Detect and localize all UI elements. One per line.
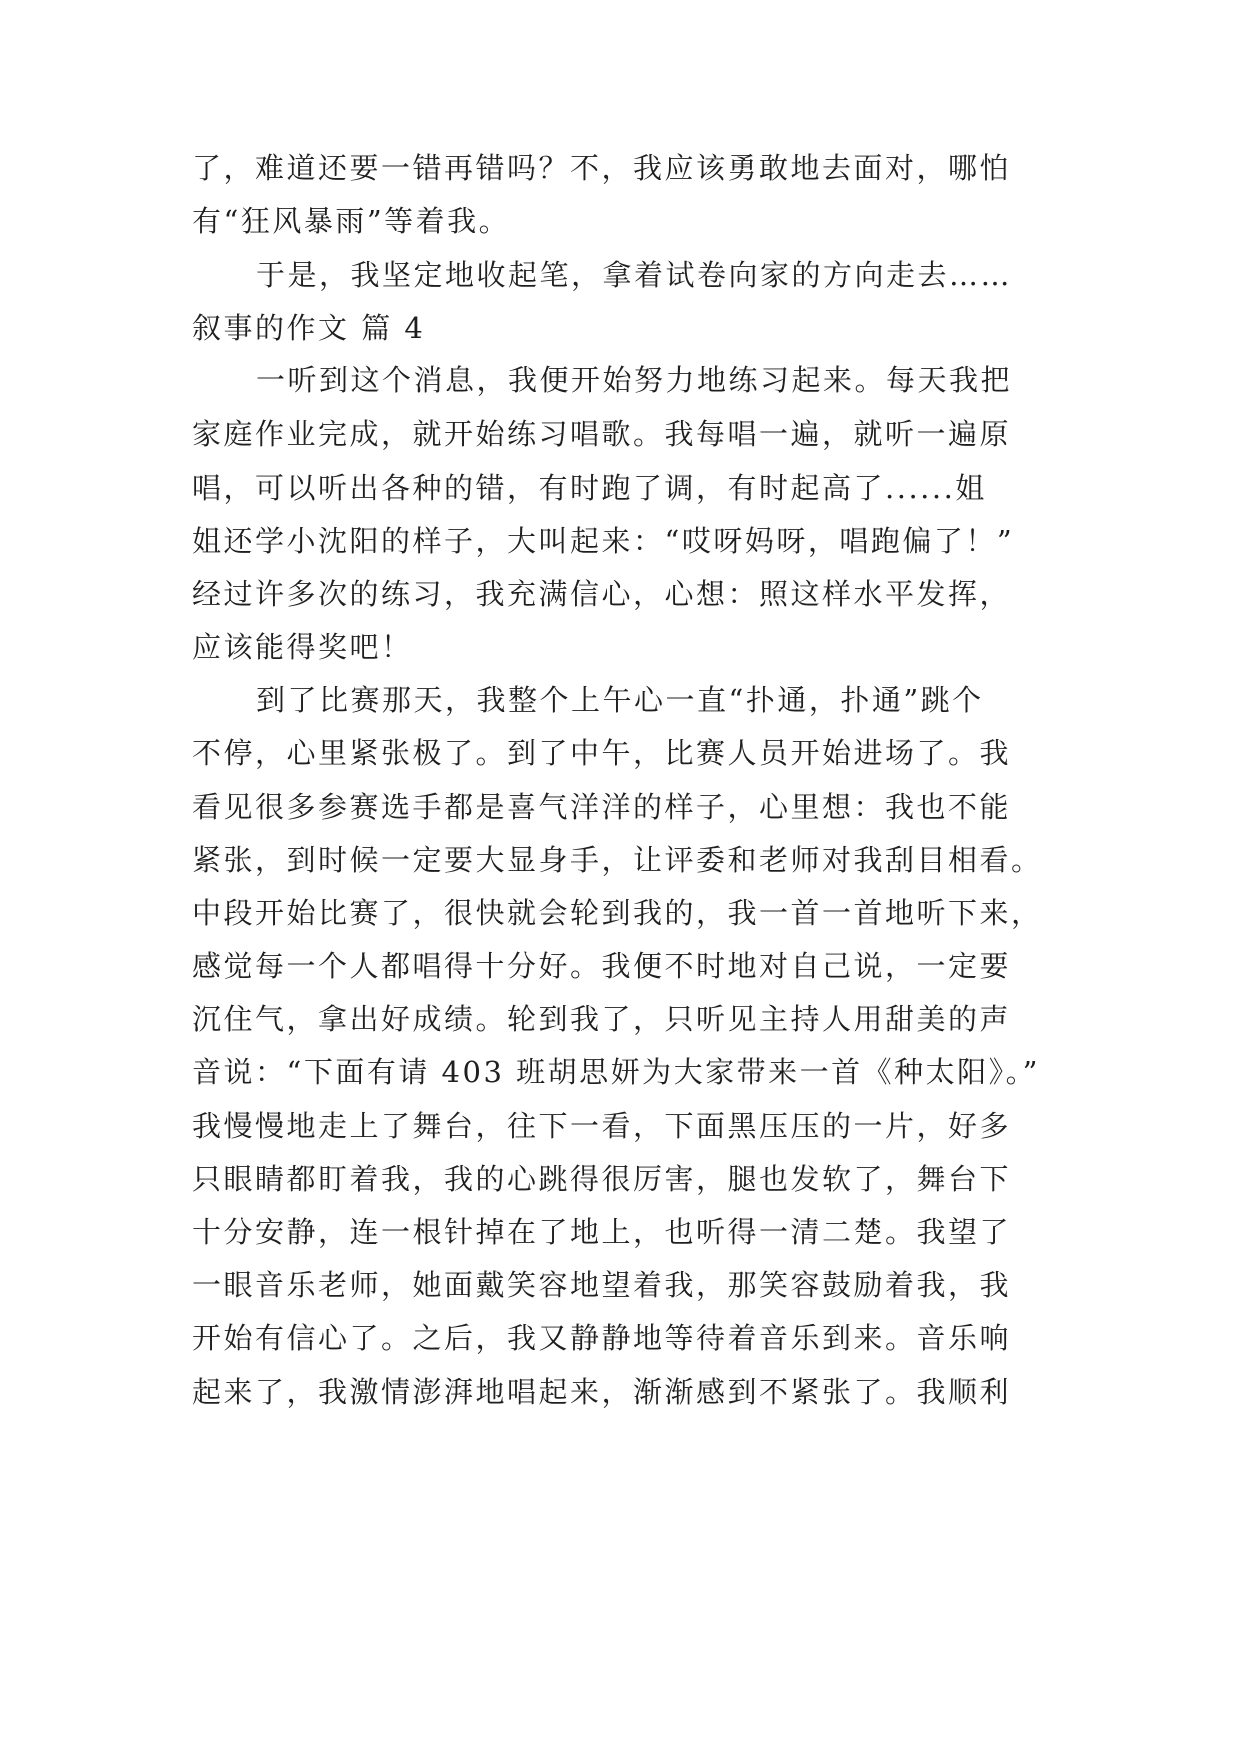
text-line: 中段开始比赛了，很快就会轮到我的，我一首一首地听下来，: [192, 896, 1043, 930]
text-line: 经过许多次的练习，我充满信心，心想：照这样水平发挥，: [192, 577, 1012, 611]
text-line: 一听到这个消息，我便开始努力地练习起来。每天我把: [256, 363, 1013, 397]
text-line: 我慢慢地走上了舞台，往下一看，下面黑压压的一片，好多: [192, 1109, 1012, 1143]
text-line: 沉住气，拿出好成绩。轮到我了，只听见主持人用甜美的声: [192, 1002, 1012, 1036]
text-line: 十分安静，连一根针掉在了地上，也听得一清二楚。我望了: [192, 1215, 1012, 1249]
text-line: 开始有信心了。之后，我又静静地等待着音乐到来。音乐响: [192, 1321, 1012, 1355]
section-heading: 叙事的作文 篇 4: [192, 311, 426, 345]
text-line: 一眼音乐老师，她面戴笑容地望着我，那笑容鼓励着我，我: [192, 1268, 1012, 1302]
text-line: 不停，心里紧张极了。到了中午，比赛人员开始进场了。我: [192, 736, 1012, 770]
text-line: 只眼睛都盯着我，我的心跳得很厉害，腿也发软了，舞台下: [192, 1162, 1012, 1196]
text-line: 家庭作业完成，就开始练习唱歌。我每唱一遍，就听一遍原: [192, 417, 1012, 451]
text-line: 了，难道还要一错再错吗？不，我应该勇敢地去面对，哪怕: [192, 151, 1012, 185]
text-line: 有“狂风暴雨”等着我。: [192, 204, 511, 238]
text-line: 音说：“下面有请 403 班胡思妍为大家带来一首《种太阳》。”: [192, 1055, 1040, 1089]
text-line: 紧张，到时候一定要大显身手，让评委和老师对我刮目相看。: [192, 843, 1043, 877]
text-line: 感觉每一个人都唱得十分好。我便不时地对自己说，一定要: [192, 949, 1012, 983]
text-line: 应该能得奖吧！: [192, 630, 413, 664]
text-line: 到了比赛那天，我整个上午心一直“扑通，扑通”跳个: [256, 683, 984, 717]
text-line: 唱，可以听出各种的错，有时跑了调，有时起高了......姐: [192, 471, 987, 505]
text-line: 于是，我坚定地收起笔，拿着试卷向家的方向走去……: [256, 258, 1013, 292]
text-line: 起来了，我激情澎湃地唱起来，渐渐感到不紧张了。我顺利: [192, 1375, 1012, 1409]
text-line: 看见很多参赛选手都是喜气洋洋的样子，心里想：我也不能: [192, 790, 1012, 824]
text-line: 姐还学小沈阳的样子，大叫起来：“哎呀妈呀，唱跑偏了！”: [192, 524, 1015, 558]
